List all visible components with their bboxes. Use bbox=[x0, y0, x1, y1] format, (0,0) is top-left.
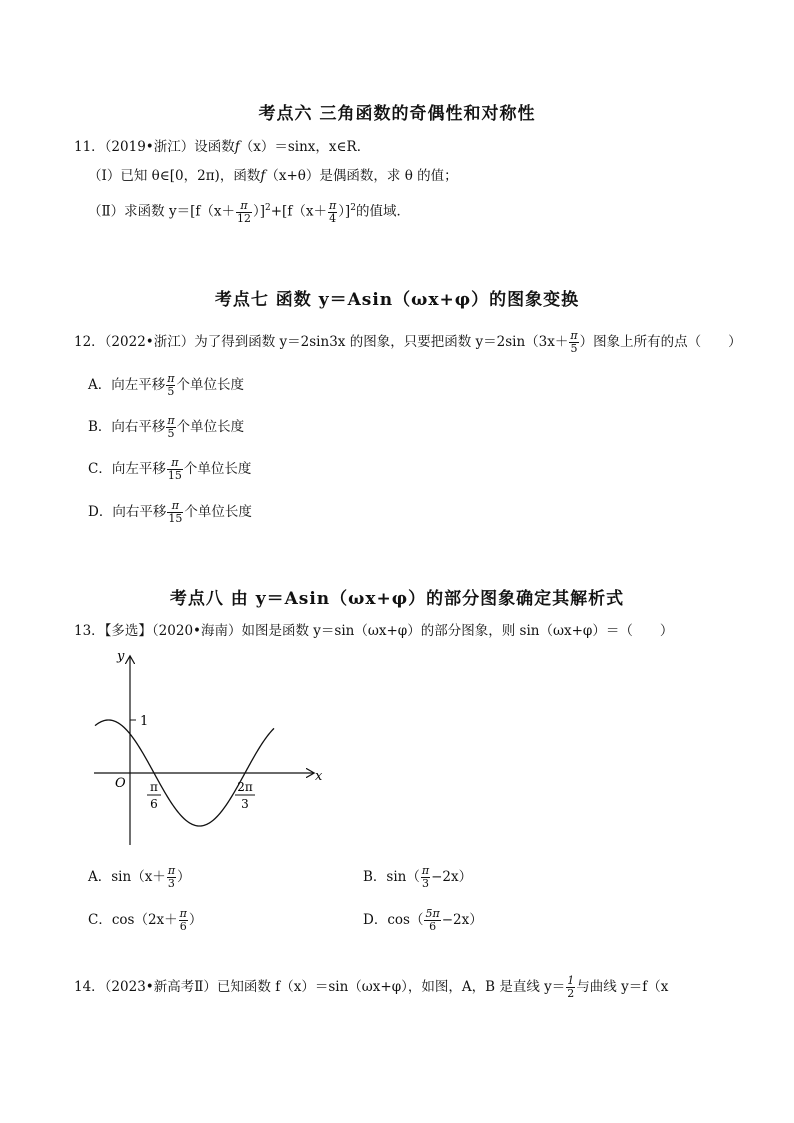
question-13-option-d: D．cos（ $\frac{5\pi}{6}$ −2x） bbox=[363, 907, 483, 933]
question-13-stem: 13．【多选】（2020•海南）如图是函数 y＝sin（ωx+φ）的部分图象，则 sin（ωx+φ）＝（ ） bbox=[74, 623, 674, 639]
question-12-option-c: C．向左平移 $\frac{\pi}{15}$ 个单位长度 bbox=[88, 456, 252, 482]
question-12-option-b: B．向右平移 $\frac{\pi}{5}$ 个单位长度 bbox=[88, 414, 245, 440]
question-13-option-b: B．sin（ $\frac{\pi}{3}$ −2x） bbox=[363, 864, 473, 890]
fraction: $\frac{\pi}{4}$ bbox=[328, 198, 337, 225]
y-axis-label: y bbox=[117, 649, 125, 664]
fraction: $\frac{\pi}{5}$ bbox=[570, 329, 578, 355]
question-11-part1: （Ⅰ）已知 θ∈[0，2π)，函数f（x+θ）是偶函数，求 θ 的值； bbox=[88, 168, 458, 184]
question-12-stem: 12．（2022•浙江）为了得到函数 y＝2sin3x 的图象，只要把函数 y＝2sin（3x＋ $\frac{\pi}{5}$ ）图象上所有的点（ ） bbox=[74, 329, 742, 355]
question-11-part2: （Ⅱ）求函数 y＝[f（x＋ $\frac{\pi}{12}$ ）]$^2$+[f（x＋ $\frac{\pi}{4}$ ）]$^2$的值域． bbox=[88, 198, 410, 225]
tick-pi6-num: π bbox=[150, 780, 158, 794]
question-14-stem: 14．（2023•新高考Ⅱ）已知函数 f（x）＝sin（ωx+φ），如图，A，B 是直线 y＝ $\frac{1}{2}$ 与曲线 y＝f（x bbox=[74, 974, 669, 1000]
tick-pi6-den: 6 bbox=[150, 797, 158, 811]
fraction: $\frac{\pi}{12}$ bbox=[236, 198, 251, 225]
fraction: $\frac{1}{2}$ bbox=[567, 974, 575, 1000]
question-13-option-c: C．cos（2x＋ $\frac{\pi}{6}$ ） bbox=[88, 907, 203, 933]
question-12-option-d: D．向右平移 $\frac{\pi}{15}$ 个单位长度 bbox=[88, 499, 252, 525]
section-title-6: 考点六 三角函数的奇偶性和对称性 bbox=[258, 104, 536, 124]
question-12-option-a: A．向左平移 $\frac{\pi}{5}$ 个单位长度 bbox=[88, 372, 244, 398]
tick-label-one: 1 bbox=[140, 714, 149, 729]
sine-graph bbox=[88, 645, 338, 860]
section-title-7: 考点七 函数 y＝Asin（ωx+φ）的图象变换 bbox=[214, 290, 580, 310]
x-axis-label: x bbox=[315, 769, 323, 784]
origin-label: O bbox=[115, 776, 126, 791]
question-11-stem: 11．（2019•浙江）设函数f（x）＝sinx，x∈R． bbox=[74, 139, 371, 155]
section-title-8: 考点八 由 y＝Asin（ωx+φ）的部分图象确定其解析式 bbox=[169, 589, 625, 609]
question-13-option-a: A．sin（x＋ $\frac{\pi}{3}$ ） bbox=[88, 864, 191, 890]
tick-2pi3-den: 3 bbox=[241, 797, 249, 811]
tick-2pi3-num: 2π bbox=[237, 780, 253, 794]
